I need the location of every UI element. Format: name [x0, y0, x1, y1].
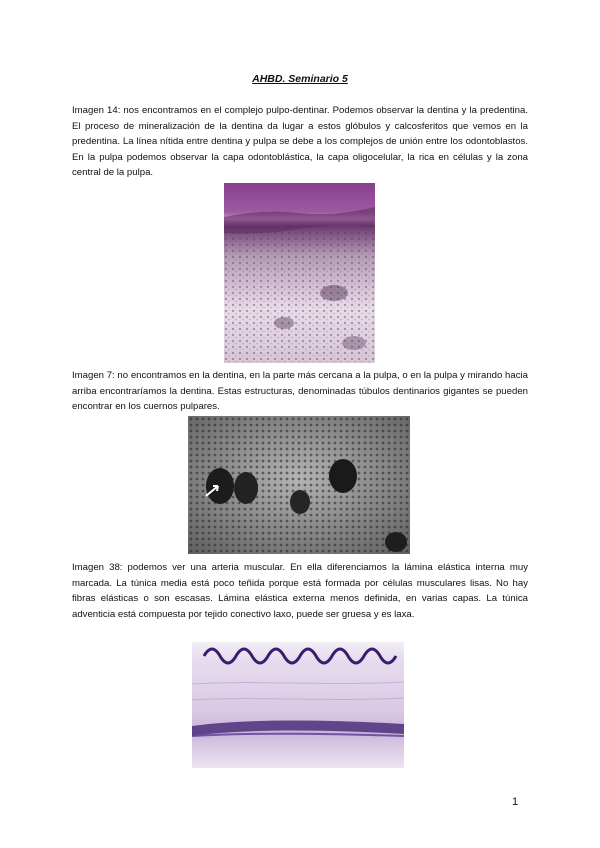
page-number: 1: [512, 796, 519, 808]
histology-image-pulpo-dentinar: [224, 183, 375, 363]
page-title: AHBD. Seminario 5: [252, 73, 348, 85]
paragraph-imagen-38: Imagen 38: podemos ver una arteria muscular. En ella diferenciamos la lámina elástica interna muy marcada. La túnica media está poco teñida porque está formada por células musculares lisas. No hay fibras elásticas o son escasas. Lámina elástica externa menos definida, en varias capas. La túnica adventicia está compuesta por tejido conectivo laxo, puede ser gruesa y es laxa.: [72, 562, 528, 620]
sem-image-tubulos-dentinarios: [188, 416, 410, 554]
paragraph-imagen-14: Imagen 14: nos encontramos en el complejo pulpo-dentinar. Podemos observar la dentina y la predentina. El proceso de mineralización de la dentina da lugar a estos glóbulos y calcosferitos que vemos en la predentina. La línea nítida entre dentina y pulpa se debe a los complejos de unión entre los odontoblastos. En la pulpa podemos observar la capa odontoblástica, la capa oligocelular, la rica en células y la zona central de la pulpa.: [72, 105, 528, 179]
paragraph-imagen-7: Imagen 7: no encontramos en la dentina, en la parte más cercana a la pulpa, o en la pulpa y mirando hacia arriba encontraríamos la dentina. Estas estructuras, denominadas túbulos dentinarios gigantes se pueden encontrar en los cuernos pulpares.: [72, 370, 528, 413]
histology-image-arteria-muscular: [192, 624, 404, 768]
